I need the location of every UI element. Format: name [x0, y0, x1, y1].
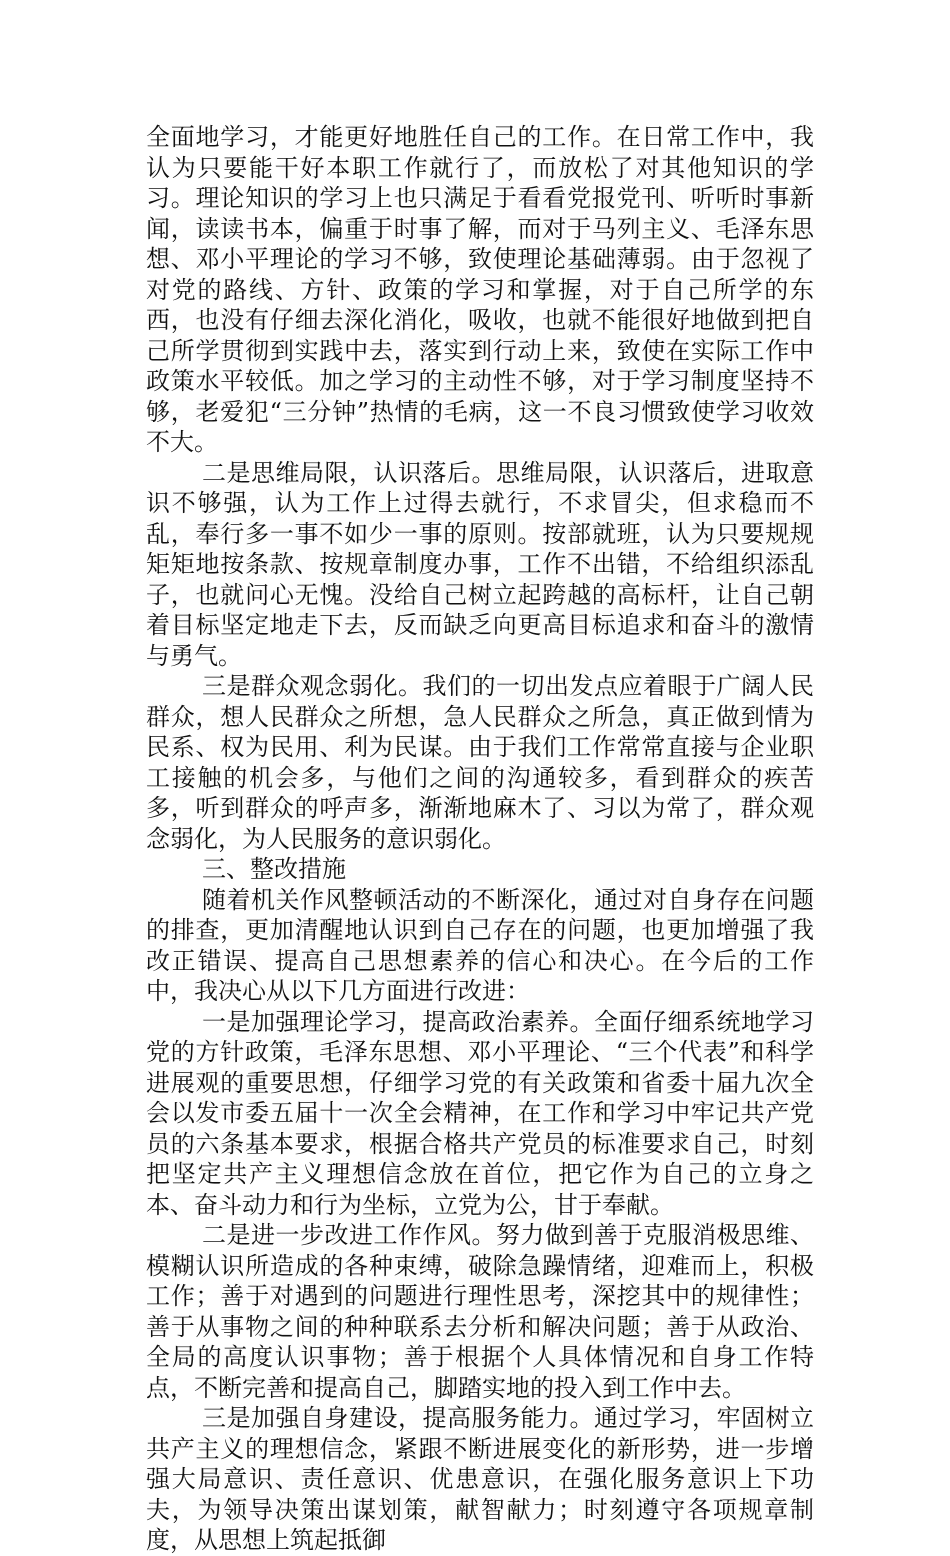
paragraph-theory-study: 一是加强理论学习，提高政治素养。全面仔细系统地学习党的方针政策，毛泽东思想、邓小平理论、“三个代表”和科学进展观的重要思想，仔细学习党的有关政策和省委十届九次全会以发市委五届十一次全会精神，在工作和学习中牢记共产党员的六条基本要求，根据合格共产党员的标准要求自己，时刻把坚定共产主义理想信念放在首位，把它作为自己的立身之本、奋斗动力和行为坐标，立党为公，甘于奉献。: [146, 1007, 814, 1219]
paragraph-rectification-intro: 随着机关作风整顿活动的不断深化，通过对自身存在问题的排查，更加清醒地认识到自己存在的问题，也更加增强了我改正错误、提高自己思想素养的信心和决心。在今后的工作中，我决心从以下几方面进行改进：: [146, 885, 814, 1005]
paragraph-self-building: 三是加强自身建设，提高服务能力。通过学习，牢固树立共产主义的理想信念，紧跟不断进展变化的新形势，进一步增强大局意识、责任意识、优患意识，在强化服务意识上下功夫，为领导决策出谋划策，献智献力；时刻遵守各项规章制度，从思想上筑起抵御: [146, 1404, 814, 1554]
paragraph-work-style: 二是进一步改进工作作风。努力做到善于克服消极思维、模糊认识所造成的各种束缚，破除急躁情绪，迎难而上，积极工作；善于对遇到的问题进行理性思考，深挖其中的规律性；善于从事物之间的种种联系去分析和解决问题；善于从政治、全局的高度认识事物；善于根据个人具体情况和自身工作特点，不断完善和提高自己，脚踏实地的投入到工作中去。: [146, 1221, 814, 1402]
paragraph-study-continued: 全面地学习，才能更好地胜任自己的工作。在日常工作中，我认为只要能干好本职工作就行了，而放松了对其他知识的学习。理论知识的学习上也只满足于看看党报党刊、听听时事新闻，读读书本，偏重于时事了解，而对于马列主义、毛泽东思想、邓小平理论的学习不够，致使理论基础薄弱。由于忽视了对党的路线、方针、政策的学习和掌握，对于自己所学的东西，也没有仔细去深化消化，吸收，也就不能很好地做到把自己所学贯彻到实践中去，落实到行动上来，致使在实际工作中政策水平较低。加之学习的主动性不够，对于学习制度坚持不够，老爱犯“三分钟”热情的毛病，这一不良习惯致使学习收效不大。: [146, 123, 814, 456]
paragraph-thinking-limited: 二是思维局限，认识落后。思维局限，认识落后，进取意识不够强，认为工作上过得去就行，不求冒尖，但求稳而不乱，奉行多一事不如少一事的原则。按部就班，认为只要规规矩矩地按条款、按规章制度办事，工作不出错，不给组织添乱子，也就问心无愧。没给自己树立起跨越的高标杆，让自己朝着目标坚定地走下去，反而缺乏向更高目标追求和奋斗的激情与勇气。: [146, 458, 814, 670]
section-heading-rectification: 三、整改措施: [202, 855, 346, 883]
paragraph-mass-concept: 三是群众观念弱化。我们的一切出发点应着眼于广阔人民群众，想人民群众之所想，急人民群众之所急，真正做到情为民系、权为民用、利为民谋。由于我们工作常常直接与企业职工接触的机会多，与他们之间的沟通较多，看到群众的疾苦多，听到群众的呼声多，渐渐地麻木了、习以为常了，群众观念弱化，为人民服务的意识弱化。: [146, 672, 814, 853]
document-page: [146, 122, 814, 1556]
